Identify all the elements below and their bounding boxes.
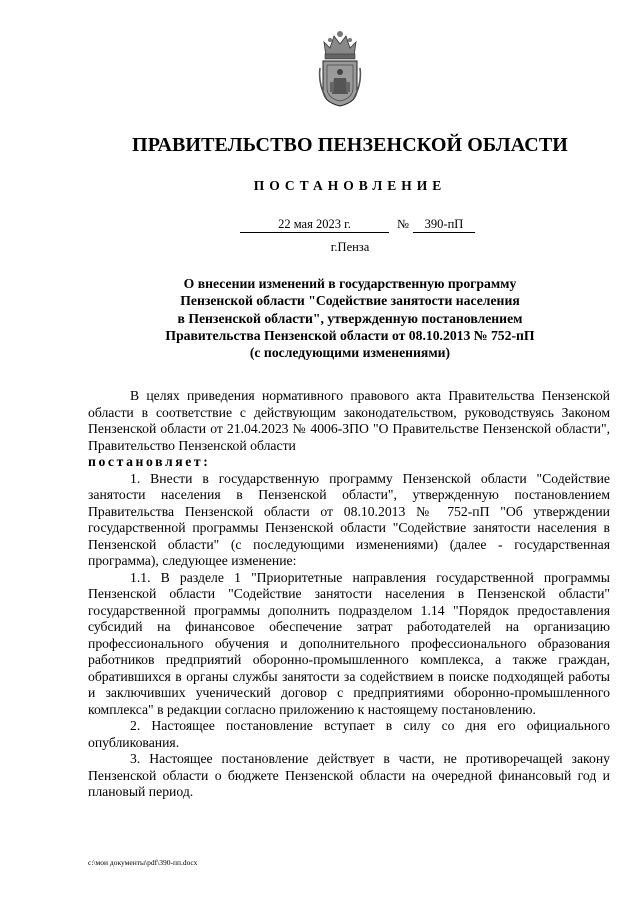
title-line: О внесении изменений в государственную программу xyxy=(183,276,517,291)
document-body xyxy=(88,388,610,801)
document-type: ПОСТАНОВЛЕНИЕ xyxy=(253,178,447,193)
city: г.Пенза xyxy=(330,240,370,254)
decrees-word: постановляет: xyxy=(88,454,211,469)
title-line: в Пензенской области", утвержденную постановлением xyxy=(177,310,523,326)
number-sign: № xyxy=(397,217,409,231)
document-date: 22 мая 2023 г. xyxy=(240,216,389,233)
coat-of-arms-icon xyxy=(318,28,362,108)
item-3-paragraph: 3. Настоящее постановление действует в части, не противоречащей закону Пензенской области о бюджете Пензенской области на очередной финансовый год и плановый период. xyxy=(88,751,610,799)
title-line: Правительства Пензенской области от 08.10.2013 № 752-пП xyxy=(165,327,535,343)
decrees-paragraph xyxy=(88,454,610,471)
document-title xyxy=(120,275,580,361)
organization-name: ПРАВИТЕЛЬСТВО ПЕНЗЕНСКОЙ ОБЛАСТИ xyxy=(132,134,568,156)
title-line: Пензенской области "Содействие занятости населения xyxy=(180,293,520,309)
preamble-paragraph: В целях приведения нормативного правового акта Правительства Пензенской области в соответствие с действующим законодательством, руководствуясь Законом Пензенской области от 21.04.2023 № 4006-ЗПО "О Правительстве Пензенской области", Правительство Пензенской области xyxy=(88,388,610,453)
item-2-paragraph: 2. Настоящее постановление вступает в силу со дня его официального опубликования. xyxy=(88,718,610,750)
title-line: (с последующими изменениями) xyxy=(249,345,451,361)
item-1-paragraph: 1. Внести в государственную программу Пензенской области "Содействие занятости населения в Пензенской области", утвержденную постановлением Правительства Пензенской области от 08.10.2013 № 752-пП "Об утверждении государственной программы Пензенской области "Содействие занятости населения в Пензенской области" (с последующими изменениями) (далее - государственная программа), следующее изменение: xyxy=(88,470,610,568)
document-number: 390-пП xyxy=(413,216,475,233)
file-path: c:\мои документы\pdf\390-пп.docx xyxy=(88,858,198,867)
item-1-1-paragraph: 1.1. В разделе 1 "Приоритетные направления государственной программы Пензенской области "Содействие занятости населения в Пензенской области" государственной программы дополнить подразделом 1.14 "Порядок предоставления субсидий на финансовое обеспечение затрат работодателей на организацию профессионального обучения и дополнительного профессионального образования работников предприятий оборонно-промышленного комплекса, а также граждан, обратившихся в органы службы занятости за содействием в поиске подходящей работы и заключивших ученический договор с предприятиями оборонно-промышленного комплекса" в редакции согласно приложению к настоящему постановлению. xyxy=(88,569,610,717)
